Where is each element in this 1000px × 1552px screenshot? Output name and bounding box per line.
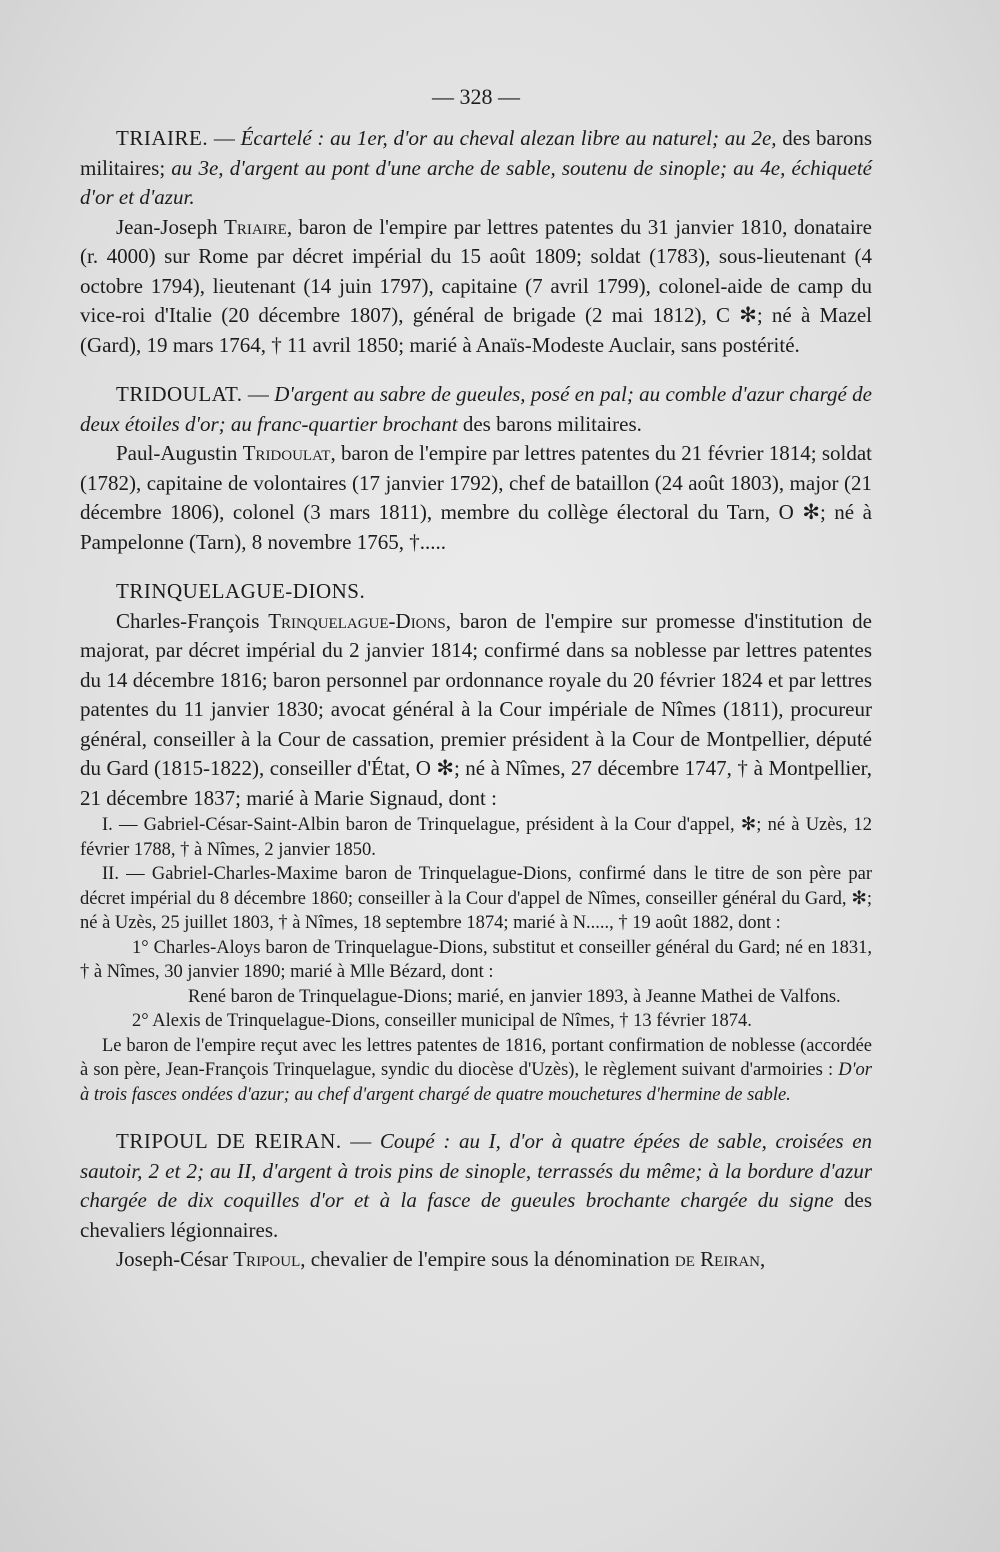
blazon-text: Coupé : au I, d'or à quatre épées de sable, croisées en sautoir, 2 et 2; au II, d'argent à trois pins de sinople, terrassés du même; à la bordure d'azur chargée de dix coquilles d'or et à la fasce de gueules brochante chargée du signe — [80, 1129, 873, 1212]
entry-trinquelague-dions — [80, 577, 872, 1107]
tridoulat-blazon: TRIDOULAT. — D'argent au sabre de gueules, posé en pal; au comble d'azur chargé de deux étoiles d'or; au franc-quartier brochant des barons militaires. — [80, 382, 872, 436]
grandchild-entry-2: 2° Alexis de Trinquelague-Dions, conseiller municipal de Nîmes, † 13 février 1874. — [132, 1011, 752, 1031]
tripoul-biography: Joseph-César Tripoul, chevalier de l'empire sous la dénomination de Reiran, — [116, 1247, 766, 1271]
entry-tridoulat — [80, 380, 872, 557]
tripoul-blazon: TRIPOUL DE REIRAN. — Coupé : au I, d'or à quatre épées de sable, croisées en sautoir, 2 et 2; au II, d'argent à trois pins de sinople, terrassés du même; à la bordure d'azur chargée de dix coquilles d'or et à la fasce de gueules brochante chargée du signe des chevaliers légionnaires. — [80, 1129, 873, 1242]
blazon-text: Écartelé : au 1er, d'or au cheval alezan libre au naturel; au 2e, — [240, 126, 777, 150]
blazon-text: D'argent au sabre de gueules, posé en pal; au comble d'azur chargé de deux étoiles d'or; au franc-quartier brochant — [80, 382, 872, 436]
page-number: — 328 — — [432, 84, 520, 109]
entry-tripoul-de-reiran — [80, 1127, 872, 1275]
entry-name: TRIDOULAT. — [116, 382, 243, 406]
armorial-note: Le baron de l'empire reçut avec les lettres patentes de 1816, portant confirmation de noblesse (accordée à son père, Jean-François Trinquelague, syndic du diocèse d'Uzès), le règlement suivant d'armoiries : D'or à trois fasces ondées d'azur; au chef d'argent chargé de quatre mouchetures d'hermine de sable. — [80, 1035, 872, 1105]
trinquelague-biography: Charles-François Trinquelague-Dions, baron de l'empire sur promesse d'institution de majorat, par décret impérial du 2 janvier 1814; confirmé dans sa noblesse par lettres patentes du 14 décembre 1816; baron personnel par ordonnance royale du 20 février 1824 et par lettres patentes du 11 janvier 1830; avocat général à la Cour impériale de Nîmes (1811), procureur général, conseiller à la Cour de cassation, premier président à la Cour de Montpellier, député du Gard (1815-1822), conseiller d'État, O ✻; né à Nîmes, 27 décembre 1747, † à Montpellier, 21 décembre 1837; marié à Marie Signaud, dont : — [80, 608, 872, 810]
entry-triaire — [80, 124, 872, 360]
entry-name: TRIAIRE. — [116, 126, 209, 150]
child-entry-1: I. — Gabriel-César-Saint-Albin baron de Trinquelague, président à la Cour d'appel, ✻; né à Uzès, 12 février 1788, † à Nîmes, 2 janvier 1850. — [80, 815, 872, 860]
great-grandchild-entry: René baron de Trinquelague-Dions; marié, en janvier 1893, à Jeanne Mathei de Valfons. — [188, 986, 841, 1007]
entry-name: TRIPOUL DE REIRAN. — [116, 1129, 342, 1153]
triaire-biography: Jean-Joseph Triaire, baron de l'empire par lettres patentes du 31 janvier 1810, donataire (r. 4000) sur Rome par décret impérial du 15 août 1809; soldat (1783), sous-lieutenant (4 octobre 1794), lieutenant (14 juin 1797), capitaine (7 avril 1799), colonel-aide de camp du vice-roi d'Italie (20 décembre 1807), général de brigade (2 mai 1812), C ✻; né à Mazel (Gard), 19 mars 1764, † 11 avril 1850; marié à Anaïs-Modeste Auclair, sans postérité. — [80, 214, 872, 357]
entry-name: TRINQUELAGUE-DIONS. — [116, 579, 366, 603]
triaire-blazon: TRIAIRE. — Écartelé : au 1er, d'or au cheval alezan libre au naturel; au 2e, des barons militaires; au 3e, d'argent au pont d'une arche de sable, soutenu de sinople; au 4e, échiqueté d'or et d'azur. — [80, 126, 873, 209]
grandchild-entry-1: 1° Charles-Aloys baron de Trinquelague-Dions, substitut et conseiller général du Gard; né en 1831, † à Nîmes, 30 janvier 1890; marié à Mlle Bézard, dont : — [80, 937, 872, 982]
child-entry-2: II. — Gabriel-Charles-Maxime baron de Trinquelague-Dions, confirmé dans le titre de son père par décret impérial du 8 décembre 1860; conseiller à la Cour d'appel de Nîmes, conseiller général du Gard, ✻; né à Uzès, 25 juillet 1803, † à Nîmes, 18 septembre 1874; marié à N....., † 19 août 1882, dont : — [80, 864, 872, 933]
tridoulat-biography: Paul-Augustin Tridoulat, baron de l'empire par lettres patentes du 21 février 1814; soldat (1782), capitaine de volontaires (17 janvier 1792), chef de bataillon (24 août 1803), major (21 décembre 1806), colonel (3 mars 1811), membre du collège électoral du Tarn, O ✻; né à Pampelonne (Tarn), 8 novembre 1765, †..... — [80, 441, 873, 554]
